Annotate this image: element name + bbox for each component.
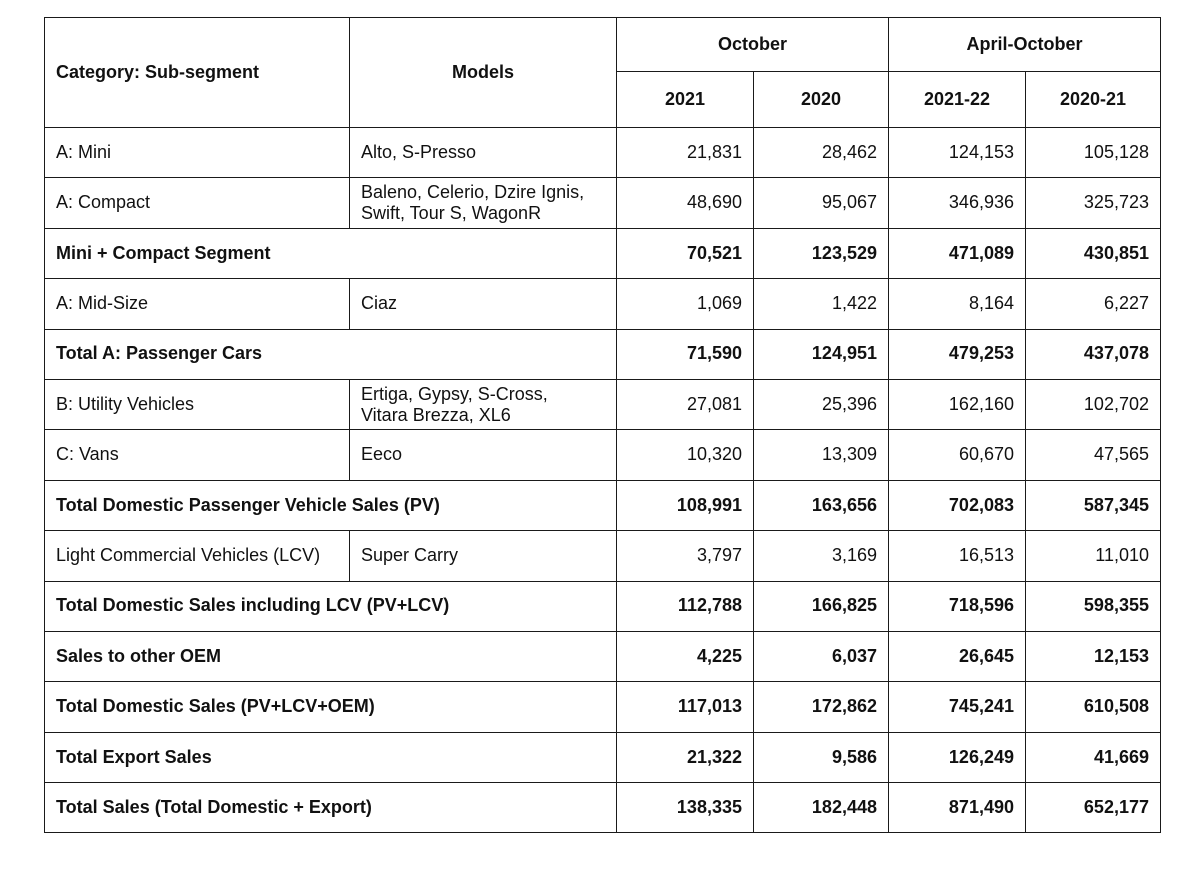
value-aproct-2020-21: 105,128 [1026, 128, 1161, 178]
value-aproct-2020-21: 47,565 [1026, 430, 1161, 480]
value-aproct-2020-21: 430,851 [1026, 228, 1161, 278]
row-category: Sales to other OEM [45, 631, 617, 681]
row-category: B: Utility Vehicles [45, 379, 350, 429]
row-category: Mini + Compact Segment [45, 228, 617, 278]
value-aproct-2020-21: 598,355 [1026, 581, 1161, 631]
value-aproct-2021-22: 718,596 [889, 581, 1026, 631]
value-aproct-2021-22: 16,513 [889, 531, 1026, 581]
value-aproct-2021-22: 745,241 [889, 682, 1026, 732]
value-oct-2020: 13,309 [754, 430, 889, 480]
value-aproct-2021-22: 479,253 [889, 329, 1026, 379]
value-aproct-2021-22: 8,164 [889, 279, 1026, 329]
value-aproct-2021-22: 126,249 [889, 732, 1026, 782]
value-oct-2020: 95,067 [754, 178, 889, 228]
value-oct-2020: 6,037 [754, 631, 889, 681]
value-oct-2021: 70,521 [617, 228, 754, 278]
value-oct-2021: 48,690 [617, 178, 754, 228]
value-oct-2021: 71,590 [617, 329, 754, 379]
table-row [45, 279, 1161, 329]
row-models [350, 178, 617, 228]
value-oct-2021: 112,788 [617, 581, 754, 631]
value-oct-2021: 3,797 [617, 531, 754, 581]
row-models: Ciaz [350, 279, 617, 329]
table-row [45, 631, 1161, 681]
value-aproct-2020-21: 12,153 [1026, 631, 1161, 681]
table-row [45, 783, 1161, 833]
value-aproct-2021-22: 346,936 [889, 178, 1026, 228]
value-oct-2020: 123,529 [754, 228, 889, 278]
value-oct-2021: 4,225 [617, 631, 754, 681]
value-aproct-2020-21: 11,010 [1026, 531, 1161, 581]
value-oct-2020: 3,169 [754, 531, 889, 581]
value-oct-2021: 1,069 [617, 279, 754, 329]
row-category: Total Domestic Passenger Vehicle Sales (PV) [45, 480, 617, 530]
value-oct-2020: 1,422 [754, 279, 889, 329]
value-aproct-2021-22: 702,083 [889, 480, 1026, 530]
value-oct-2021: 21,322 [617, 732, 754, 782]
row-models: Super Carry [350, 531, 617, 581]
table-row [45, 480, 1161, 530]
row-category: Total A: Passenger Cars [45, 329, 617, 379]
value-aproct-2020-21: 102,702 [1026, 379, 1161, 429]
header-year-2020-21: 2020-21 [1026, 72, 1161, 128]
value-oct-2021: 138,335 [617, 783, 754, 833]
table-row [45, 228, 1161, 278]
row-models-text: Ertiga, Gypsy, S-Cross, Vitara Brezza, XL6 [361, 383, 548, 425]
table-row [45, 379, 1161, 429]
value-aproct-2021-22: 471,089 [889, 228, 1026, 278]
value-aproct-2020-21: 610,508 [1026, 682, 1161, 732]
table-body [45, 128, 1161, 833]
table-row [45, 178, 1161, 228]
header-april-october: April-October [889, 18, 1161, 72]
header-year-2021-22: 2021-22 [889, 72, 1026, 128]
value-oct-2020: 166,825 [754, 581, 889, 631]
table-row [45, 531, 1161, 581]
value-aproct-2021-22: 871,490 [889, 783, 1026, 833]
table-row [45, 128, 1161, 178]
row-category: C: Vans [45, 430, 350, 480]
value-oct-2021: 108,991 [617, 480, 754, 530]
header-category: Category: Sub-segment [45, 18, 350, 128]
value-aproct-2021-22: 124,153 [889, 128, 1026, 178]
value-aproct-2020-21: 587,345 [1026, 480, 1161, 530]
row-category: Light Commercial Vehicles (LCV) [45, 531, 350, 581]
value-oct-2021: 27,081 [617, 379, 754, 429]
value-oct-2020: 182,448 [754, 783, 889, 833]
value-oct-2021: 10,320 [617, 430, 754, 480]
value-oct-2020: 172,862 [754, 682, 889, 732]
header-year-2020: 2020 [754, 72, 889, 128]
row-category: Total Export Sales [45, 732, 617, 782]
table-row [45, 682, 1161, 732]
value-aproct-2020-21: 437,078 [1026, 329, 1161, 379]
value-oct-2020: 28,462 [754, 128, 889, 178]
row-category: A: Mid-Size [45, 279, 350, 329]
value-aproct-2020-21: 41,669 [1026, 732, 1161, 782]
value-aproct-2020-21: 325,723 [1026, 178, 1161, 228]
value-oct-2020: 124,951 [754, 329, 889, 379]
row-models: Alto, S-Presso [350, 128, 617, 178]
value-aproct-2021-22: 60,670 [889, 430, 1026, 480]
row-category: Total Sales (Total Domestic + Export) [45, 783, 617, 833]
value-aproct-2020-21: 652,177 [1026, 783, 1161, 833]
value-oct-2021: 21,831 [617, 128, 754, 178]
header-october: October [617, 18, 889, 72]
header-year-2021: 2021 [617, 72, 754, 128]
row-models: Eeco [350, 430, 617, 480]
row-category: A: Mini [45, 128, 350, 178]
value-aproct-2021-22: 162,160 [889, 379, 1026, 429]
row-category: A: Compact [45, 178, 350, 228]
sales-table [44, 17, 1161, 833]
value-aproct-2021-22: 26,645 [889, 631, 1026, 681]
table-row [45, 329, 1161, 379]
value-aproct-2020-21: 6,227 [1026, 279, 1161, 329]
table-row [45, 732, 1161, 782]
value-oct-2021: 117,013 [617, 682, 754, 732]
table-row [45, 581, 1161, 631]
row-category: Total Domestic Sales (PV+LCV+OEM) [45, 682, 617, 732]
header-models: Models [350, 18, 617, 128]
row-models [350, 379, 617, 429]
value-oct-2020: 25,396 [754, 379, 889, 429]
row-category: Total Domestic Sales including LCV (PV+LCV) [45, 581, 617, 631]
row-models-text: Baleno, Celerio, Dzire Ignis, Swift, Tour S, WagonR [361, 182, 585, 224]
value-oct-2020: 163,656 [754, 480, 889, 530]
table-row [45, 430, 1161, 480]
value-oct-2020: 9,586 [754, 732, 889, 782]
table-header [45, 18, 1161, 128]
